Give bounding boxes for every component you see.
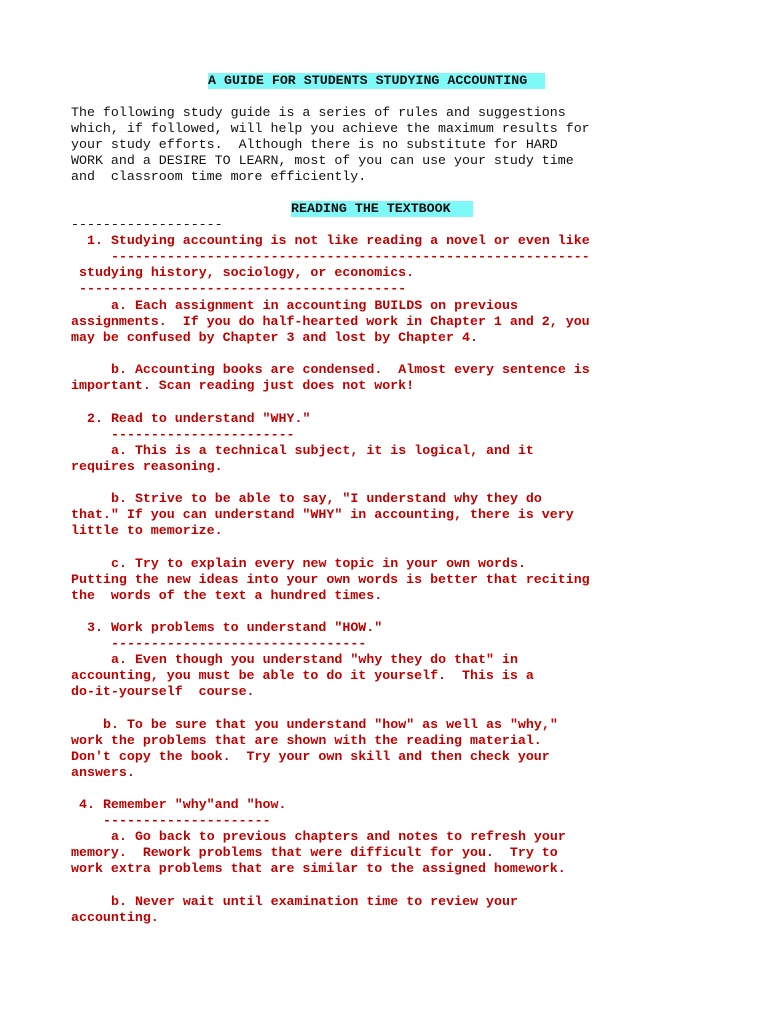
rule-4a-text: work extra problems that are similar to the assigned homework. bbox=[71, 861, 566, 876]
rule-1-heading: 1. Studying accounting is not like reading a novel or even like bbox=[87, 233, 590, 248]
rule-3b-text: b. To be sure that you understand "how" as well as "why," bbox=[103, 717, 558, 732]
rule-4-underline: --------------------- bbox=[103, 813, 271, 828]
rule-1-underline: ----------------------------------------- bbox=[79, 281, 407, 296]
rule-2b-text: b. Strive to be able to say, "I understand why they do bbox=[111, 491, 542, 506]
rule-2-underline: ----------------------- bbox=[111, 427, 295, 442]
intro-line: your study efforts. Although there is no substitute for HARD bbox=[71, 137, 558, 152]
rule-3a-text: a. Even though you understand "why they do that" in bbox=[111, 652, 518, 667]
section-heading-underline: ------------------- bbox=[71, 217, 223, 232]
rule-2c-text: c. Try to explain every new topic in your own words. bbox=[111, 556, 526, 571]
rule-2a-text: requires reasoning. bbox=[71, 459, 223, 474]
intro-line: which, if followed, will help you achieve the maximum results for bbox=[71, 121, 590, 136]
rule-3b-text: Don't copy the book. Try your own skill and then check your bbox=[71, 749, 550, 764]
rule-3a-text: do-it-yourself course. bbox=[71, 684, 255, 699]
rule-4-heading: 4. Remember "why"and "how. bbox=[79, 797, 287, 812]
intro-line: and classroom time more efficiently. bbox=[71, 169, 367, 184]
rule-1a-text: a. Each assignment in accounting BUILDS on previous bbox=[111, 298, 518, 313]
rule-4b-text: accounting. bbox=[71, 910, 159, 925]
rule-1a-text: assignments. If you do half-hearted work in Chapter 1 and 2, you bbox=[71, 314, 590, 329]
rule-2c-text: Putting the new ideas into your own words is better that reciting bbox=[71, 572, 590, 587]
rule-2b-text: little to memorize. bbox=[71, 523, 223, 538]
rule-1b-text: b. Accounting books are condensed. Almost every sentence is bbox=[111, 362, 590, 377]
rule-2c-text: the words of the text a hundred times. bbox=[71, 588, 383, 603]
document-title: A GUIDE FOR STUDENTS STUDYING ACCOUNTING bbox=[208, 73, 545, 89]
rule-4b-text: b. Never wait until examination time to review your bbox=[111, 894, 518, 909]
rule-1b-text: important. Scan reading just does not work! bbox=[71, 378, 415, 393]
rule-1-underline: ------------------------------------------------------------ bbox=[111, 249, 590, 264]
rule-1-heading-cont: studying history, sociology, or economics. bbox=[79, 265, 415, 280]
rule-1a-text: may be confused by Chapter 3 and lost by Chapter 4. bbox=[71, 330, 478, 345]
rule-3a-text: accounting, you must be able to do it yourself. This is a bbox=[71, 668, 534, 683]
rule-2-heading: 2. Read to understand "WHY." bbox=[87, 411, 311, 426]
rule-4a-text: memory. Rework problems that were difficult for you. Try to bbox=[71, 845, 558, 860]
intro-line: The following study guide is a series of rules and suggestions bbox=[71, 105, 566, 120]
rule-3-underline: -------------------------------- bbox=[111, 636, 367, 651]
rule-3b-text: answers. bbox=[71, 765, 135, 780]
rule-3-heading: 3. Work problems to understand "HOW." bbox=[87, 620, 383, 635]
rule-2b-text: that." If you can understand "WHY" in accounting, there is very bbox=[71, 507, 574, 522]
rule-3b-text: work the problems that are shown with the reading material. bbox=[71, 733, 542, 748]
rule-2a-text: a. This is a technical subject, it is logical, and it bbox=[111, 443, 534, 458]
intro-line: WORK and a DESIRE TO LEARN, most of you can use your study time bbox=[71, 153, 574, 168]
section-heading: READING THE TEXTBOOK bbox=[291, 201, 473, 217]
rule-4a-text: a. Go back to previous chapters and notes to refresh your bbox=[111, 829, 566, 844]
